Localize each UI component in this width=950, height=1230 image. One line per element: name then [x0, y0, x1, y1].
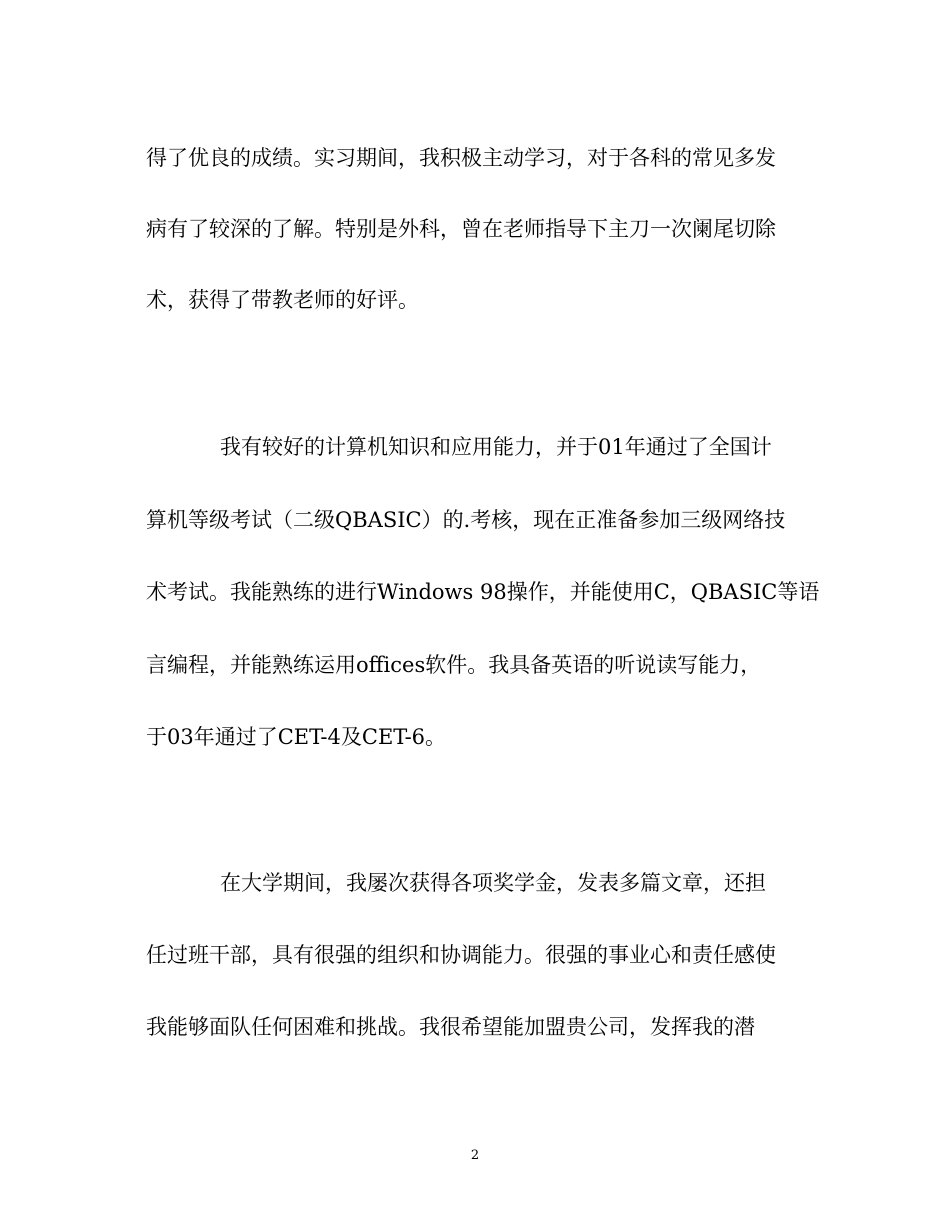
paragraph-2-line-1: 我有较好的计算机知识和应用能力，并于01年通过了全国计 [220, 435, 772, 459]
paragraph-2-line-5: 于03年通过了CET-4及CET-6。 [146, 725, 447, 749]
paragraph-1-line-2: 病有了较深的了解。特别是外科，曾在老师指导下主刀一次阑尾切除 [146, 217, 776, 241]
paragraph-1-line-1: 得了优良的成绩。实习期间，我积极主动学习，对于各科的常见多发 [146, 146, 776, 170]
paragraph-2-line-3: 术考试。我能熟练的进行Windows 98操作，并能使用C，QBASIC等语 [146, 580, 820, 604]
paragraph-3-line-2: 任过班干部，具有很强的组织和协调能力。很强的事业心和责任感使 [146, 943, 776, 967]
paragraph-1-line-3: 术，获得了带教老师的好评。 [146, 288, 419, 312]
paragraph-3-line-3: 我能够面队任何困难和挑战。我很希望能加盟贵公司，发挥我的潜 [146, 1015, 755, 1039]
paragraph-2-line-4: 言编程，并能熟练运用offices软件。我具备英语的听说读写能力， [146, 653, 762, 677]
page-number: 2 [470, 1148, 480, 1163]
paragraph-2-line-2: 算机等级考试（二级QBASIC）的.考核，现在正准备参加三级网络技 [146, 508, 786, 532]
paragraph-3-line-1: 在大学期间，我屡次获得各项奖学金，发表多篇文章，还担 [220, 871, 766, 895]
